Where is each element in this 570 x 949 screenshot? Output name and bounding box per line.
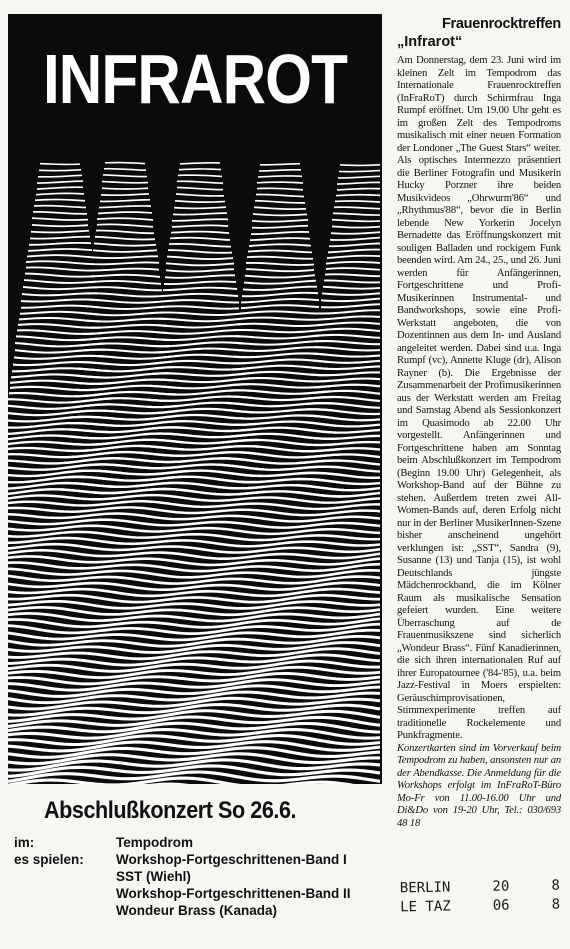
detail-value: SST (Wiehl) bbox=[116, 869, 191, 884]
ticket-note: Konzertkarten sind im Vorverkauf beim Tempodrom zu haben, ansonsten nur an der Abendkasse. Die Anmeldung für die Workshops erfolgt im InFraRoT-Büro Mo-Fr von 11.00-16.00 Uhr und Di&Do von 19-20 Uhr, Tel.: 030/693 48 18 bbox=[397, 742, 561, 829]
stamp-number: 8 bbox=[551, 896, 561, 913]
detail-label: im: bbox=[14, 835, 35, 850]
poster-artwork bbox=[8, 14, 382, 784]
detail-label: es spielen: bbox=[14, 852, 84, 867]
article-headline: Frauenrocktreffen bbox=[442, 16, 561, 32]
detail-row bbox=[14, 851, 394, 868]
stamp-number: 06 bbox=[492, 897, 510, 914]
wave-pattern bbox=[8, 14, 382, 784]
article-column bbox=[397, 16, 561, 830]
article-subhead: „Infrarot“ bbox=[397, 34, 463, 50]
detail-value: Tempodrom bbox=[116, 835, 193, 850]
concert-details bbox=[14, 834, 394, 919]
detail-row bbox=[14, 902, 394, 919]
detail-label bbox=[14, 885, 116, 902]
detail-label bbox=[14, 868, 116, 885]
archive-stamp bbox=[400, 877, 561, 918]
detail-value: Workshop-Fortgeschrittenen-Band II bbox=[116, 886, 351, 901]
detail-row bbox=[14, 834, 394, 851]
stamp-row bbox=[400, 896, 560, 918]
concert-headline: Abschlußkonzert So 26.6. bbox=[44, 797, 297, 824]
stamp-source: LE TAZ bbox=[400, 898, 451, 916]
detail-label bbox=[14, 902, 116, 919]
article-body: Am Donnerstag, dem 23. Juni wird im kleinen Zelt im Tempodrom das Internationale Frauenrocktreffen (InFraRoT) durch Schirmfrau Inga Rumpf eröffnet. Um 19.00 Uhr geht es im großen Zelt des Tempodroms musikalisch mit einer neuen Formation der Londoner „The Guest Stars“ weiter. Als optisches Intermezzo präsentiert die Berliner Fotografin und Musikerin Hucky Porzner ihre beiden Musikvideos „Ohrwurm'86“ und „Rhythmus'88“, bevor die in Berlin lebende New Yorkerin Jocelyn Bernadette das Eröffnungskonzert mit souligen Balladen und rockigem Funk beenden wird. Am 24., 25., und 26. Juni werden für Anfängerinnen, Fortgeschrittene und Profi-Musikerinnen Instrumental- und Bandworkshops, sowie eine Profi-Werkstatt angeboten, die von Dozentinnen aus dem In- und Ausland angeleitet werden. Dabei sind u.a. Inga Rumpf (vc), Annette Kluge (dr), Alison Rayner (b). Die Ergebnisse der Zusammenarbeit der Profimusikerinnen aus der Werkstatt werden am Freitag und Samstag Abend als Sessionkonzert im Quasimodo ab 22.00 Uhr vorgestellt. Anfängerinnen und Fortgeschrittene haben am Sonntag beim Abschlußkonzert im Tempodrom (Beginn 19.00 Uhr) Gelegenheit, als Workshop-Band auf der Bühne zu stehen. Außerdem treten zwei All-Women-Bands auf, deren Erfolg nicht nur in der Berliner MusikerInnen-Szene bisher anscheinend ungehört verklungen ist: „SST“, Sandra (9), Susanne (13) und Tanja (15), ist wohl Deutschlands jüngste Mädchenrockband, die im Kölner Raum als musikalische Sensation gefeiert wurden. Eine weitere Überraschung auf de Frauenmusikszene sind sicherlich „Wondeur Brass“. Fünf Kanadierinnen, die sich ihren internationalen Ruf auf ihrer Europatournee ('84-'85), u.a. beim Jazz-Festival in Moers erspielten: Geräuschimprovisationen, Stimmexperimente treffen auf traditionelle Rockelemente und Punkfragmente. bbox=[397, 55, 561, 741]
detail-value: Wondeur Brass (Kanada) bbox=[116, 903, 278, 918]
stamp-number: 8 bbox=[551, 877, 560, 894]
stamp-number: 20 bbox=[492, 878, 510, 895]
detail-row bbox=[14, 868, 394, 885]
detail-row bbox=[14, 885, 394, 902]
detail-value: Workshop-Fortgeschrittenen-Band I bbox=[116, 852, 347, 867]
poster-title: INFRAROT bbox=[42, 40, 348, 118]
stamp-city: BERLIN bbox=[399, 879, 451, 897]
